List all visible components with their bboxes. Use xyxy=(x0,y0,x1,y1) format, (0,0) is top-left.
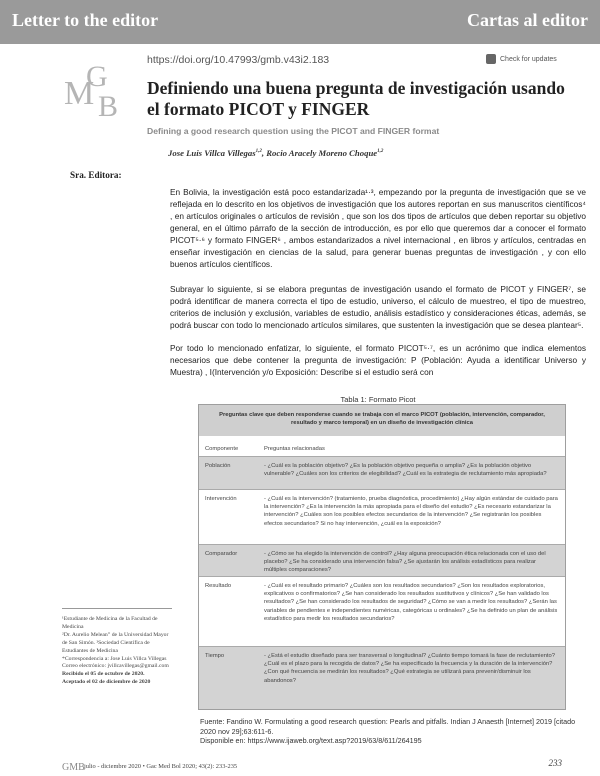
table-cell-component: Tiempo xyxy=(205,653,225,659)
crossmark-icon xyxy=(486,54,496,64)
footnote-affiliation: ²Dr. Aurelio Melean” de la Universidad Mayor de San Simón. ²Sociedad Científica de Estudiantes de Medicina xyxy=(62,631,169,654)
page-number: 233 xyxy=(548,758,562,768)
logo-letter-b: B xyxy=(98,90,119,123)
body-paragraph: Subrayar lo siguiente, si se elabora preguntas de investigación usando el formato de PICOT y FINGER⁷, se podrá identificar de manera correcta el tipo de estudio, universo, el cálculo de muestreo, el tipo de muestreo, criterios de inclusión y exclusión, variables de estudio, análisis estadístico y consideraciones éticas, además, se podrá buscar con todo lo mencionado artículos similares, que sustenten la investigación que se desea plantear⁵. xyxy=(170,284,586,331)
table-row xyxy=(199,646,565,709)
footer-logo xyxy=(62,760,85,773)
table-source xyxy=(200,717,586,746)
body-paragraph: En Bolivia, la investigación está poco estandarizada¹·³, empezando por la pregunta de investigación que se ve reflejada en lo descrito en los objetivos de investigación que los autores reportan en sus manuscritos científicos⁴ , en artículos originales o artículos de revisión , que son los dos tipos de artículos que deben reportar su objetivo general, en el último párrafo de la sección de introducción, es por ello que queremos dar a conocer el formato PICOT⁵·⁶ y formato FINGER⁶ , ambos estandarizados a nivel internacional , en libros y artículos, centradas en enseñar investigación en ciencias de la salud, para generar buenas preguntas de investigación , y con ello buenos artículos científicos. xyxy=(170,187,586,270)
table-cell-questions: - ¿Cuál es la población objetivo? ¿Es la población objetivo pequeña o amplia? ¿Es la población objetivo vulnerable? ¿Cuáles son los criterios de elegibilidad? ¿Cuál es la estrategia de reclutamiento más apropiada? xyxy=(264,463,547,478)
source-url[interactable]: Disponible en: https://www.ijaweb.org/text.asp?2019/63/8/611/264195 xyxy=(200,736,422,746)
issue-info: julio - diciembre 2020 • Gac Med Bol 2020; 43(2): 233-235 xyxy=(84,762,238,770)
table-cell-questions: - ¿Cuál es la intervención? (tratamiento, prueba diagnóstica, procedimiento) ¿Hay algún estándar de cuidado para la intervención? ¿Es la intervención la más apropiada para el diseño del estudio? ¿Es necesario estandarizar la intervención? ¿Cuáles son los posibles efectos secundarios de la intervención? ¿Se registrarán los posibles efectos secundarios? Si no hay intervención, ¿cuál es la exposición? xyxy=(264,496,558,527)
footnote-email[interactable]: Correo electrónico: jvillcavillegas@gmail.com xyxy=(62,663,169,670)
received-date: Recibido el 05 de octubre de 2020. xyxy=(62,671,145,678)
logo-letter-g: G xyxy=(86,60,108,93)
footnote-divider xyxy=(62,608,172,609)
journal-logo xyxy=(62,56,132,123)
table-cell-questions: - ¿Cuál es el resultado primario? ¿Cuáles son los resultados secundarios? ¿Son los resultados exploratorios, explicativos o confirmatorios? ¿Se han considerado los resultados sustitutivos y clínicos? ¿Se han validado los resultados? ¿Se han considerado los resultados de seguridad? ¿Cómo se van a medir los resultados? ¿Serán las variables de pendientes e independientes numéricas, categóricas u ordinales? ¿Se ha definido un plan de análisis estadístico para medir los resultados secundarios? xyxy=(264,583,558,622)
table-cell-component: Comparador xyxy=(205,551,238,557)
page-footer xyxy=(62,760,562,772)
accepted-date: Aceptado el 02 de diciembre de 2020 xyxy=(62,679,151,686)
body-paragraph: Por todo lo mencionado enfatizar, lo siguiente, el formato PICOT⁵·⁷, es un acrónimo que indica elementos necesarios que debe contener la pregunta de investigación: P (Población: Ayuda a identificar Universo y Muestra) , I(Intervención y/o Exposición: Describe si el estudio será con xyxy=(170,343,586,378)
table-header: Preguntas clave que deben responderse cuando se trabaja con el marco PICOT (población, intervención, comparador, resultado y marco temporal) en un diseño de investigación clínica xyxy=(199,405,565,436)
check-updates-button[interactable] xyxy=(486,54,557,64)
table-row xyxy=(199,544,565,576)
table-cell-component: Resultado xyxy=(205,583,232,589)
affiliation-marker: 1,2 xyxy=(377,149,384,155)
author-separator: , xyxy=(261,148,267,158)
article-title: Definiendo una buena pregunta de investigación usando el formato PICOT y FINGER xyxy=(147,78,565,119)
doi-link[interactable]: https://doi.org/10.47993/gmb.v43i2.183 xyxy=(147,54,330,66)
table-cell-component: Población xyxy=(205,463,231,469)
table-cell-component: Intervención xyxy=(205,496,237,502)
footnotes xyxy=(62,616,174,687)
footnote-affiliation: ¹Estudiante de Medicina de la Facultad de Medicina xyxy=(62,616,158,630)
section-label-spanish: Cartas al editor xyxy=(467,10,588,30)
table-row xyxy=(199,489,565,544)
column-header-questions: Preguntas relacionadas xyxy=(264,446,325,452)
footer-logo-text: GMB xyxy=(62,762,85,773)
author-name: Rocio Aracely Moreno Choque xyxy=(266,148,378,158)
source-citation: Fuente: Fandino W. Formulating a good research question: Pearls and pitfalls. Indian J Anaesth [Internet] 2019 [citado 2020 nov 29];63:611-6. xyxy=(200,717,576,736)
table-column-headers xyxy=(199,440,565,456)
affiliation-marker: 1,2 xyxy=(255,149,262,155)
article-subtitle: Defining a good research question using the PICOT and FINGER format xyxy=(147,126,440,136)
author-name: Jose Luis Villca Villegas xyxy=(168,148,256,158)
column-header-component: Componente xyxy=(205,446,239,452)
author-list xyxy=(168,148,383,158)
table-row xyxy=(199,576,565,646)
footnote-correspondence: *Correspondencia a: Jose Luis Villca Villegas xyxy=(62,655,167,662)
table-caption: Tabla 1: Formato Picot xyxy=(340,395,416,404)
section-label-english: Letter to the editor xyxy=(12,10,159,30)
table-row xyxy=(199,456,565,489)
salutation: Sra. Editora: xyxy=(70,170,122,180)
table-cell-questions: - ¿Cómo se ha elegido la intervención de control? ¿Hay alguna preocupación ética relacionada con el uso del placebo? ¿Se ha considerado una intervención falsa? ¿Se ajustarán los análisis estadísticos para realizar múltiples comparaciones? xyxy=(264,551,546,574)
check-updates-label: Check for updates xyxy=(500,55,557,63)
table-cell-questions: - ¿Está el estudio diseñado para ser transversal o longitudinal? ¿Cuánto tiempo tomará la fase de reclutamiento? ¿Cuál es el plazo para la recogida de datos? ¿Se ha especificado la frecuencia y la duración de la intervención? ¿Con qué frecuencia se medirán los resultados? ¿Qué estrategia se utilizará para prevenir/disminuir los abandonos? xyxy=(264,653,555,684)
logo-letter-m: M xyxy=(64,75,95,112)
